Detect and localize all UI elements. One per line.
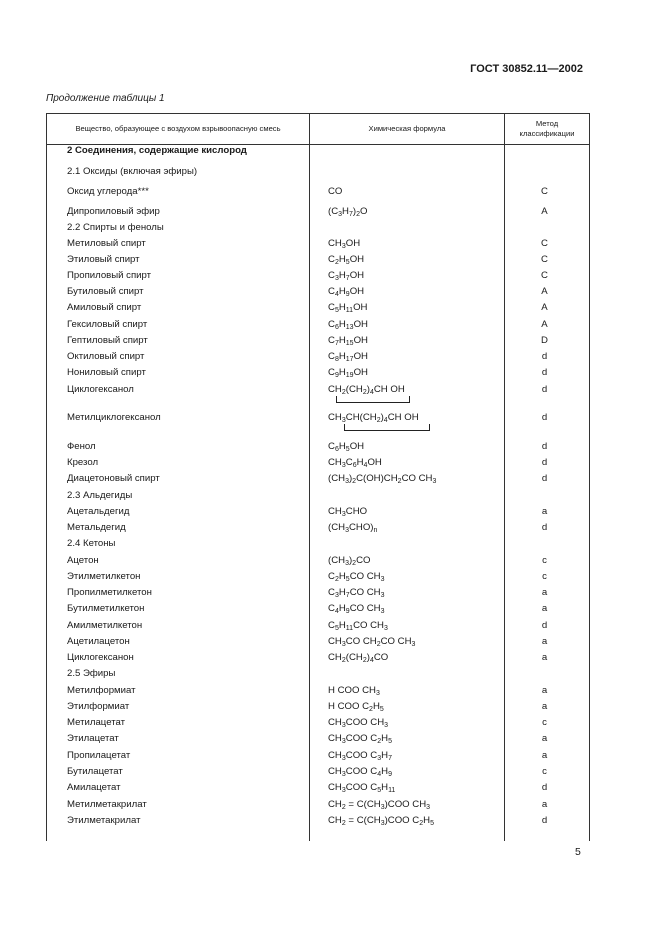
substance-name: Дипропиловый эфир [67, 206, 160, 217]
ring-bond-bracket [344, 424, 430, 431]
heading-text: 2.1 Оксиды (включая эфиры) [67, 166, 198, 177]
table-row [47, 634, 589, 650]
chemical-formula: $C_9H_{19}OH$ [328, 367, 368, 379]
chemical-formula: $C_6H_5OH$ [328, 441, 365, 453]
substance-name: Метилформиат [67, 685, 136, 696]
classification-method: C [541, 238, 548, 249]
table-row [47, 184, 589, 200]
substance-name: Метилметакрилат [67, 799, 147, 810]
chemical-formula: $CH_3OH$ [328, 238, 361, 250]
substance-name: Бутилацетат [67, 766, 123, 777]
substance-name: Пропилацетат [67, 750, 131, 761]
chemical-formula: $C_4H_9OH$ [328, 286, 365, 298]
table-row [47, 813, 589, 829]
classification-method: d [541, 522, 548, 533]
table-row [47, 284, 589, 300]
substance-name: Метальдегид [67, 522, 126, 533]
chemical-formula: CO [328, 186, 343, 197]
classification-method: d [541, 367, 548, 378]
classification-method: d [541, 441, 548, 452]
substance-name: Нониловый спирт [67, 367, 146, 378]
classification-method: C [541, 186, 548, 197]
chemical-formula: $(CH_3CHO)_n$ [328, 522, 378, 534]
substance-name: Гептиловый спирт [67, 335, 148, 346]
chemical-formula: $C_8H_{17}OH$ [328, 351, 368, 363]
substance-name: Метилциклогексанол [67, 412, 161, 423]
chemical-formula: $C_3H_7OH$ [328, 270, 365, 282]
substance-name: Амиловый спирт [67, 302, 142, 313]
substance-name: Этилформиат [67, 701, 130, 712]
table-header [47, 114, 589, 145]
classification-method: a [541, 750, 548, 761]
classification-method: d [541, 457, 548, 468]
classification-method: c [542, 766, 547, 777]
chemical-formula: $C_7H_{15}OH$ [328, 335, 368, 347]
chemical-formula: $CH_3COO$ $C_5H_{11}$ [328, 782, 396, 794]
classification-method: d [541, 384, 548, 395]
classification-method: a [541, 701, 548, 712]
table-row [47, 569, 589, 585]
column-header-formula: Химическая формула [368, 124, 446, 133]
table-row [47, 455, 589, 471]
table-row [47, 471, 589, 487]
classification-method: d [541, 412, 548, 423]
table-row [47, 204, 589, 220]
subsection-heading [47, 164, 589, 180]
substance-name: Ацетальдегид [67, 506, 130, 517]
table-row [47, 520, 589, 536]
table-row [47, 349, 589, 365]
substance-name: Амилметилкетон [67, 620, 143, 631]
chemical-formula: $C_3H_7CO$ $CH_3$ [328, 587, 385, 599]
classification-method: a [541, 587, 548, 598]
subsection-heading [47, 220, 589, 236]
table-row [47, 252, 589, 268]
table-row [47, 300, 589, 316]
classification-method: d [541, 473, 548, 484]
classification-method: d [541, 620, 548, 631]
page-number: 5 [575, 846, 581, 858]
substance-name: Пропиловый спирт [67, 270, 152, 281]
heading-text: 2.4 Кетоны [67, 538, 116, 549]
classification-method: C [541, 270, 548, 281]
subsection-heading [47, 488, 589, 504]
classification-method: a [541, 799, 548, 810]
chemical-formula: $CH_3COO$ $C_4H_9$ [328, 766, 392, 778]
classification-method: a [541, 603, 548, 614]
classification-method: d [541, 815, 548, 826]
subsection-heading [47, 536, 589, 552]
classification-method: A [541, 319, 548, 330]
chemical-formula: H COO $CH_3$ [328, 685, 380, 697]
table-row [47, 618, 589, 634]
substance-name: Метиловый спирт [67, 238, 146, 249]
substance-name: Этилацетат [67, 733, 119, 744]
substance-name: Амилацетат [67, 782, 121, 793]
substance-name: Фенол [67, 441, 96, 452]
table-row [47, 333, 589, 349]
heading-text: 2.2 Спирты и фенолы [67, 222, 164, 233]
standard-number: ГОСТ 30852.11—2002 [470, 63, 583, 75]
chemical-formula: $(CH_3)_2C(OH)CH_2CO$ $CH_3$ [328, 473, 437, 485]
classification-method: c [542, 571, 547, 582]
section-heading [47, 143, 589, 159]
substance-name: Октиловый спирт [67, 351, 145, 362]
classification-method: a [541, 733, 548, 744]
chemical-formula: $C_2H_5CO$ $CH_3$ [328, 571, 385, 583]
table-row [47, 780, 589, 796]
classification-method: a [541, 506, 548, 517]
table-row [47, 585, 589, 601]
chemical-formula: $CH_3COO$ $C_2H_5$ [328, 733, 392, 745]
chemical-formula: $(CH_3)_2CO$ [328, 555, 371, 567]
ring-bond-bracket [336, 396, 410, 403]
classification-method: C [541, 254, 548, 265]
table-row [47, 601, 589, 617]
heading-text: 2.3 Альдегиды [67, 490, 133, 501]
table-row [47, 748, 589, 764]
table-row [47, 365, 589, 381]
table-row [47, 439, 589, 455]
substance-name: Гексиловый спирт [67, 319, 148, 330]
substances-table [46, 113, 590, 841]
table-row [47, 317, 589, 333]
column-header-substance: Вещество, образующее с воздухом взрывоопасную смесь [75, 124, 281, 133]
heading-text: 2.5 Эфиры [67, 668, 116, 679]
subsection-heading [47, 666, 589, 682]
classification-method: a [541, 636, 548, 647]
substance-name: Оксид углерода*** [67, 186, 149, 197]
table-row [47, 382, 589, 398]
substance-name: Циклогексанол [67, 384, 134, 395]
substance-name: Пропилметилкетон [67, 587, 152, 598]
substance-name: Метилацетат [67, 717, 126, 728]
chemical-formula: $CH_3CO$ $CH_2CO$ $CH_3$ [328, 636, 416, 648]
substance-name: Бутилметилкетон [67, 603, 145, 614]
chemical-formula: $C_5H_{11}OH$ [328, 302, 368, 314]
chemical-formula: $CH_3C_6H_4OH$ [328, 457, 382, 469]
table-row [47, 764, 589, 780]
table-row [47, 683, 589, 699]
substance-name: Этилметакрилат [67, 815, 141, 826]
substance-name: Диацетоновый спирт [67, 473, 160, 484]
substance-name: Циклогексанон [67, 652, 134, 663]
table-row [47, 410, 589, 426]
classification-method: a [541, 685, 548, 696]
chemical-formula: $CH_2 = C(CH_3)COO$ $CH_3$ [328, 799, 431, 811]
column-header-method: Метод классификации [519, 119, 575, 138]
chemical-formula: $CH_2(CH_2)_4CH$ OH [328, 384, 405, 396]
table-row [47, 797, 589, 813]
table-row [47, 504, 589, 520]
table-row [47, 236, 589, 252]
chemical-formula: $C_5H_{11}CO$ $CH_3$ [328, 620, 388, 632]
classification-method: A [541, 302, 548, 313]
table-row [47, 731, 589, 747]
classification-method: D [541, 335, 548, 346]
classification-method: A [541, 286, 548, 297]
classification-method: a [541, 652, 548, 663]
chemical-formula: $CH_3CHO$ [328, 506, 368, 518]
heading-text: 2 Соединения, содержащие кислород [67, 145, 247, 156]
chemical-formula: $CH_2(CH_2)_4CO$ [328, 652, 389, 664]
table-row [47, 268, 589, 284]
table-row [47, 699, 589, 715]
substance-name: Этиловый спирт [67, 254, 140, 265]
classification-method: d [541, 351, 548, 362]
chemical-formula: $CH_3COO$ $CH_3$ [328, 717, 389, 729]
classification-method: c [542, 717, 547, 728]
chemical-formula: $(C_3H_7)_2O$ [328, 206, 368, 218]
substance-name: Ацетон [67, 555, 99, 566]
chemical-formula: $CH_3CH(CH_2)_4CH$ OH [328, 412, 419, 424]
classification-method: d [541, 782, 548, 793]
chemical-formula: $CH_2 = C(CH_3)COO$ $C_2H_5$ [328, 815, 434, 827]
substance-name: Бутиловый спирт [67, 286, 144, 297]
chemical-formula: $CH_3COO$ $C_3H_7$ [328, 750, 392, 762]
table-row [47, 715, 589, 731]
chemical-formula: $C_2H_5OH$ [328, 254, 365, 266]
table-row [47, 553, 589, 569]
substance-name: Крезол [67, 457, 99, 468]
chemical-formula: $C_4H_9CO$ $CH_3$ [328, 603, 385, 615]
classification-method: c [542, 555, 547, 566]
substance-name: Ацетилацетон [67, 636, 130, 647]
classification-method: A [541, 206, 548, 217]
substance-name: Этилметилкетон [67, 571, 141, 582]
chemical-formula: H COO $C_2H_5$ [328, 701, 384, 713]
table-row [47, 650, 589, 666]
table-continuation-caption: Продолжение таблицы 1 [46, 93, 165, 104]
chemical-formula: $C_6H_{13}OH$ [328, 319, 368, 331]
